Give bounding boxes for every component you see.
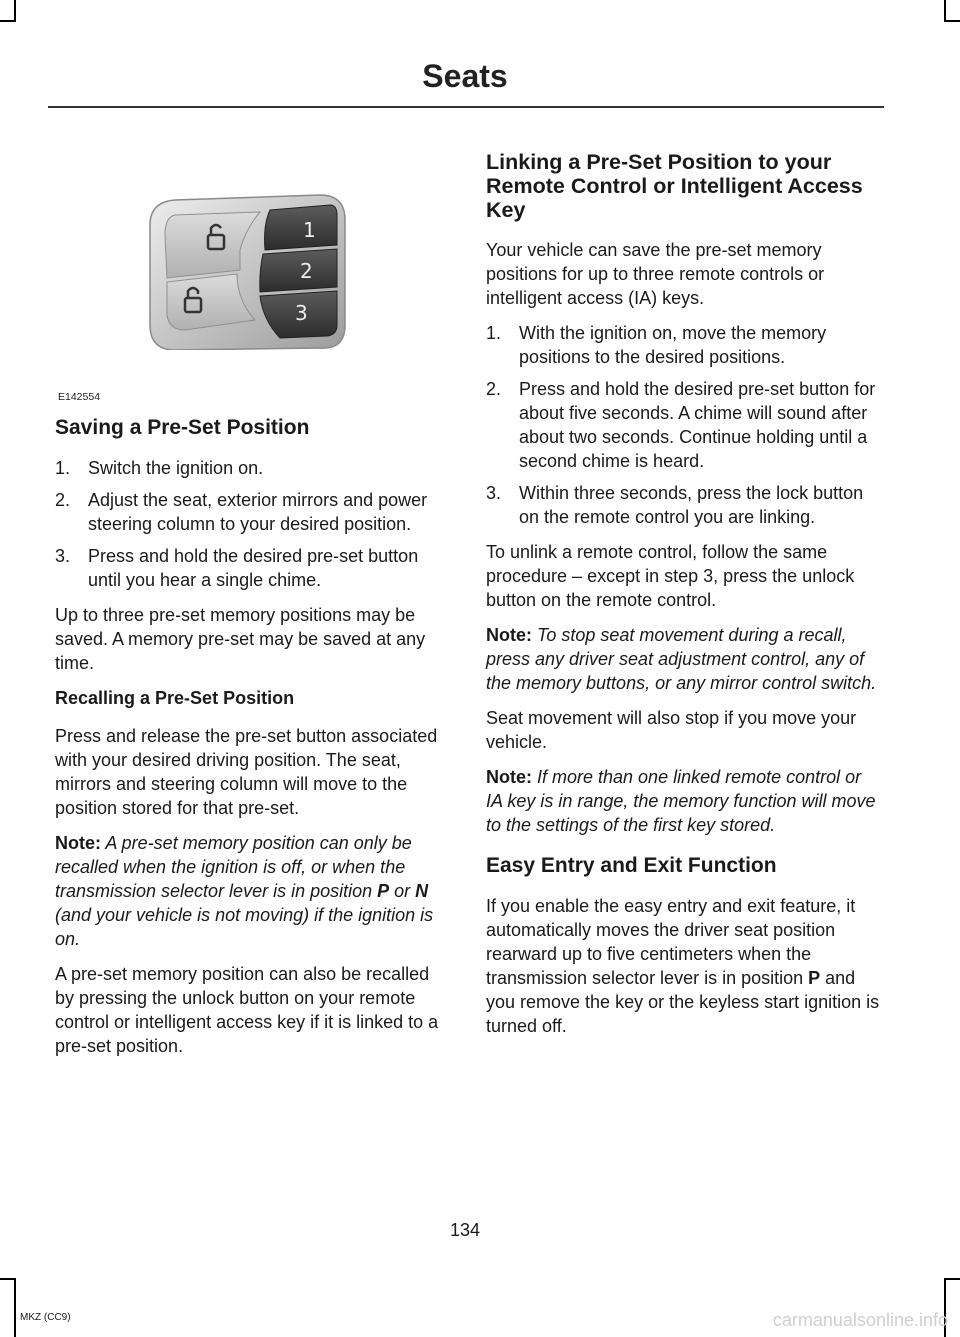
paragraph-unlink: To unlink a remote control, follow the same procedure – except in step 3, press the unlock button on the remote control. [486,542,855,610]
left-column [55,130,449,1069]
heading-recalling: Recalling a Pre-Set Position [55,688,295,708]
paragraph-save-keys: Your vehicle can save the pre-set memory positions for up to three remote controls or intelligent access (IA) keys. [486,240,825,308]
page-title: Seats [422,58,508,94]
paragraph-recall-remote: A pre-set memory position can also be recalled by pressing the unlock button on your remote control or intelligent access key if it is linked to a pre-set position. [55,964,439,1056]
crop-mark [944,1278,960,1280]
note-stop-movement: Note: To stop seat movement during a recall, press any driver seat adjustment control, any of the memory buttons, or any mirror control switch. [486,625,877,693]
list-item: 2. Press and hold the desired pre-set button for about five seconds. A chime will sound after about two seconds. Continue holding until a second chime is heard. [486,379,876,471]
heading-saving: Saving a Pre-Set Position [55,416,310,439]
header-divider [48,106,884,108]
watermark: carmanualsonline.info [772,1310,948,1330]
list-item: 1. With the ignition on, move the memory positions to the desired positions. [486,323,827,367]
note-recall: Note: A pre-set memory position can only be recalled when the ignition is off, or when the transmission selector lever is in position P or N (and your vehicle is not moving) if the ignition is on. [55,833,434,949]
right-column [486,150,880,1049]
crop-mark [0,1278,16,1280]
page-number: 134 [449,1220,481,1240]
crop-mark [944,20,960,22]
paragraph-up-to-three: Up to three pre-set memory positions may be saved. A memory pre-set may be saved at any time. [55,605,426,673]
crop-mark [944,0,946,22]
memory-button-3-label: 3 [295,301,308,325]
list-item: 2. Adjust the seat, exterior mirrors and power steering column to your desired position. [55,490,428,534]
list-item: 1. Switch the ignition on. [55,458,264,478]
paragraph-easy-entry: If you enable the easy entry and exit feature, it automatically moves the driver seat position rearward up to five centimeters when the transmission selector lever is in position P and you remove the key or the keyless start ignition is turned off. [486,896,880,1036]
note-multiple-keys: Note: If more than one linked remote control or IA key is in range, the memory function will move to the settings of the first key stored. [486,767,876,835]
figure-code: E142554 [58,391,101,403]
list-item: 3. Press and hold the desired pre-set button until you hear a single chime. [55,546,419,590]
crop-mark [0,20,16,22]
linking-steps [486,321,880,529]
list-item: 3. Within three seconds, press the lock button on the remote control you are linking. [486,483,864,527]
crop-mark [14,0,16,22]
paragraph-move-vehicle: Seat movement will also stop if you move your vehicle. [486,708,857,752]
saving-steps [55,456,449,592]
memory-button-1-label: 1 [303,218,316,242]
footer-model-code: MKZ (CC9) [20,1312,71,1323]
heading-easy-entry: Easy Entry and Exit Function [486,854,777,877]
paragraph-recall: Press and release the pre-set button associated with your desired driving position. The seat, mirrors and steering column will move to the position stored for that pre-set. [55,726,438,818]
crop-mark [14,1278,16,1337]
memory-buttons-figure [55,130,449,415]
memory-button-2-label: 2 [300,259,313,283]
heading-linking: Linking a Pre-Set Position to your Remote Control or Intelligent Access Key [486,150,863,222]
memory-seat-buttons-illustration [145,190,350,350]
